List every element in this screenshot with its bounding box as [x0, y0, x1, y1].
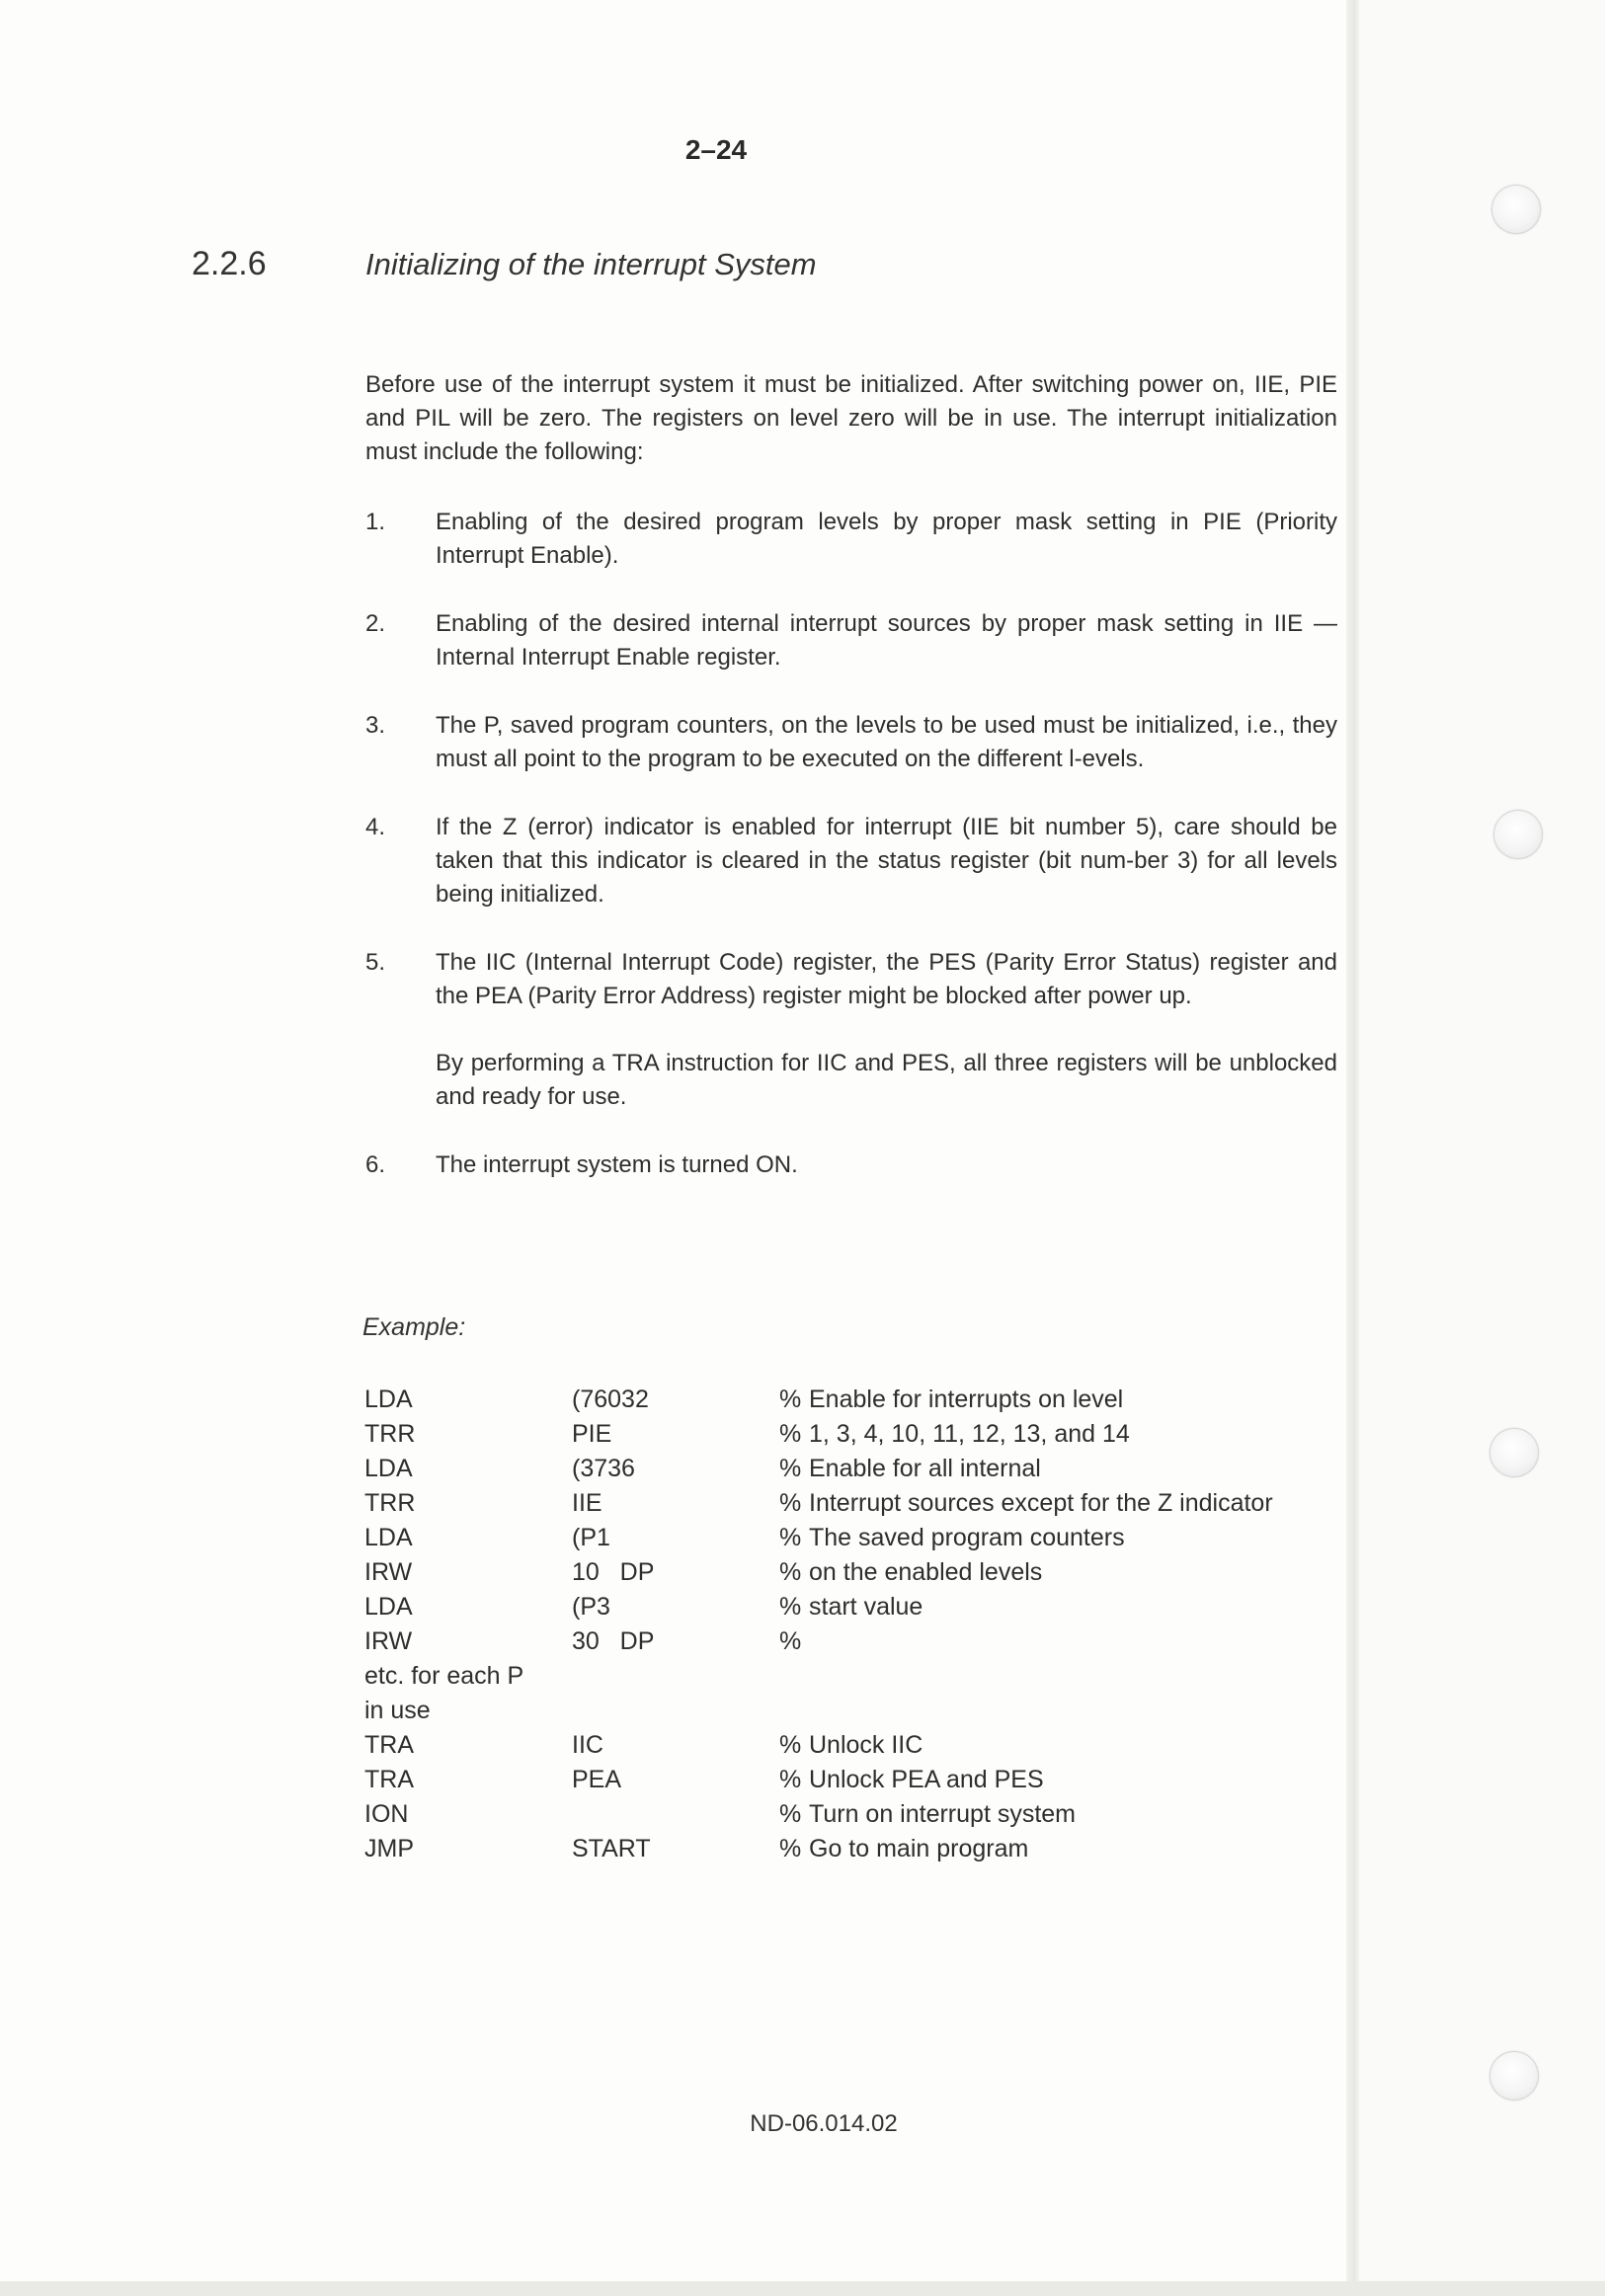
code-instruction: LDA — [364, 1524, 413, 1551]
code-instruction: in use — [364, 1697, 431, 1724]
code-line — [364, 1694, 1273, 1728]
comment-marker: % — [779, 1835, 802, 1862]
code-instruction: TRR — [364, 1489, 416, 1517]
punch-hole-2 — [1493, 810, 1543, 859]
code-line — [364, 1624, 1273, 1659]
code-line — [364, 1832, 1273, 1866]
code-operand: (P1 — [572, 1524, 610, 1551]
list-item-number: 6. — [365, 1151, 386, 1178]
list-item — [365, 709, 1337, 776]
code-operand: (76032 — [572, 1386, 649, 1413]
code-comment: on the enabled levels — [809, 1558, 1043, 1586]
code-instruction: TRR — [364, 1420, 416, 1448]
code-operand: (P3 — [572, 1593, 610, 1621]
code-operand: PIE — [572, 1420, 612, 1448]
code-comment — [809, 1624, 1273, 1659]
scan-bottom-strip — [0, 2281, 1605, 2296]
comment-marker: % — [779, 1766, 802, 1793]
code-comment: Go to main program — [809, 1835, 1029, 1862]
document-id-footer: ND-06.014.02 — [750, 2110, 898, 2137]
code-operand: START — [572, 1835, 651, 1862]
code-line — [364, 1763, 1273, 1797]
code-operand — [572, 1659, 779, 1694]
code-instruction: ION — [364, 1800, 409, 1828]
intro-paragraph: Before use of the interrupt system it must be initialized. After switching power on, IIE, PIE and PIL will be zero. The registers on level zero will be in use. The interrupt initialization must include the following: — [365, 371, 1337, 465]
comment-marker: % — [779, 1420, 802, 1448]
code-comment: Interrupt sources except for the Z indicator — [809, 1489, 1273, 1517]
list-item-number: 3. — [365, 712, 386, 739]
comment-marker — [779, 1694, 809, 1728]
comment-marker: % — [779, 1524, 802, 1551]
code-comment: Unlock IIC — [809, 1731, 923, 1759]
comment-marker: % — [779, 1800, 802, 1828]
list-item-text: If the Z (error) indicator is enabled for interrupt (IIE bit number 5), care should be taken that this indicator is cleared in the status register (bit num-ber 3) for all levels being initialized. — [436, 814, 1337, 908]
list-item — [365, 506, 1337, 573]
code-operand: IIE — [572, 1489, 602, 1517]
section-title: Initializing of the interrupt System — [365, 247, 817, 281]
punch-hole-1 — [1491, 185, 1541, 234]
code-line — [364, 1486, 1273, 1521]
section-number: 2.2.6 — [192, 245, 267, 282]
list-item-number: 1. — [365, 509, 386, 535]
list-item-number: 5. — [365, 949, 386, 976]
code-operand: IIC — [572, 1731, 603, 1759]
code-instruction: LDA — [364, 1386, 413, 1413]
code-instruction: TRA — [364, 1766, 414, 1793]
comment-marker: % — [779, 1455, 802, 1482]
list-item — [365, 607, 1337, 674]
code-line — [364, 1797, 1273, 1832]
list-item-text: Enabling of the desired internal interrupt sources by proper mask setting in IIE — Internal Interrupt Enable register. — [436, 610, 1337, 671]
code-comment: Unlock PEA and PES — [809, 1766, 1044, 1793]
comment-marker: % — [779, 1558, 802, 1586]
comment-marker: % — [779, 1386, 802, 1413]
code-comment: Turn on interrupt system — [809, 1800, 1077, 1828]
code-instruction: LDA — [364, 1455, 413, 1482]
list-item — [365, 1148, 1337, 1182]
code-operand — [572, 1694, 779, 1728]
code-instruction: etc. for each P — [364, 1662, 524, 1690]
list-item-note: By performing a TRA instruction for IIC and PES, all three registers will be unblocked and ready for use. — [436, 1050, 1337, 1110]
comment-marker: % — [779, 1593, 802, 1621]
code-instruction: JMP — [364, 1835, 414, 1862]
code-comment: The saved program counters — [809, 1524, 1125, 1551]
code-instruction: TRA — [364, 1731, 414, 1759]
code-line — [364, 1383, 1273, 1417]
list-item — [365, 811, 1337, 911]
code-operand: 10 DP — [572, 1558, 655, 1586]
code-line — [364, 1452, 1273, 1486]
list-item-number: 4. — [365, 814, 386, 840]
list-item-text: The P, saved program counters, on the levels to be used must be initialized, i.e., they must all point to the program to be executed on the different l-evels. — [436, 712, 1337, 772]
punch-hole-3 — [1489, 1428, 1539, 1477]
list-item-text: Enabling of the desired program levels by proper mask setting in PIE (Priority Interrupt Enable). — [436, 509, 1337, 569]
comment-marker: % — [779, 1489, 802, 1517]
initialization-steps-list — [365, 506, 1337, 1217]
comment-marker — [779, 1659, 809, 1694]
code-example — [364, 1383, 1273, 1866]
list-item — [365, 946, 1337, 1114]
page-number: 2–24 — [684, 134, 748, 165]
code-comment: start value — [809, 1593, 923, 1621]
page-edge-shadow — [1346, 0, 1360, 2296]
code-comment: 1, 3, 4, 10, 11, 12, 13, and 14 — [809, 1420, 1130, 1448]
code-line — [364, 1590, 1273, 1624]
comment-marker: % — [779, 1731, 802, 1759]
code-instruction: LDA — [364, 1593, 413, 1621]
code-operand — [572, 1797, 779, 1832]
code-line — [364, 1521, 1273, 1555]
code-comment — [809, 1694, 1273, 1728]
code-instruction: IRW — [364, 1627, 413, 1655]
list-item-text: The IIC (Internal Interrupt Code) register, the PES (Parity Error Status) register and the PEA (Parity Error Address) register might be blocked after power up. — [436, 949, 1337, 1009]
code-comment: Enable for all internal — [809, 1455, 1041, 1482]
example-label: Example: — [362, 1313, 466, 1341]
code-comment: Enable for interrupts on level — [809, 1386, 1124, 1413]
code-operand: 30 DP — [572, 1627, 655, 1655]
binder-backing — [1360, 0, 1605, 2296]
list-item-number: 2. — [365, 610, 386, 637]
code-line — [364, 1728, 1273, 1763]
code-comment — [809, 1659, 1273, 1694]
comment-marker: % — [779, 1627, 802, 1655]
code-operand: (3736 — [572, 1455, 635, 1482]
code-line — [364, 1659, 1273, 1694]
list-item-text: The interrupt system is turned ON. — [436, 1151, 798, 1178]
code-line — [364, 1417, 1273, 1452]
code-operand: PEA — [572, 1766, 622, 1793]
code-instruction: IRW — [364, 1558, 413, 1586]
code-line — [364, 1555, 1273, 1590]
punch-hole-4 — [1489, 2051, 1539, 2100]
